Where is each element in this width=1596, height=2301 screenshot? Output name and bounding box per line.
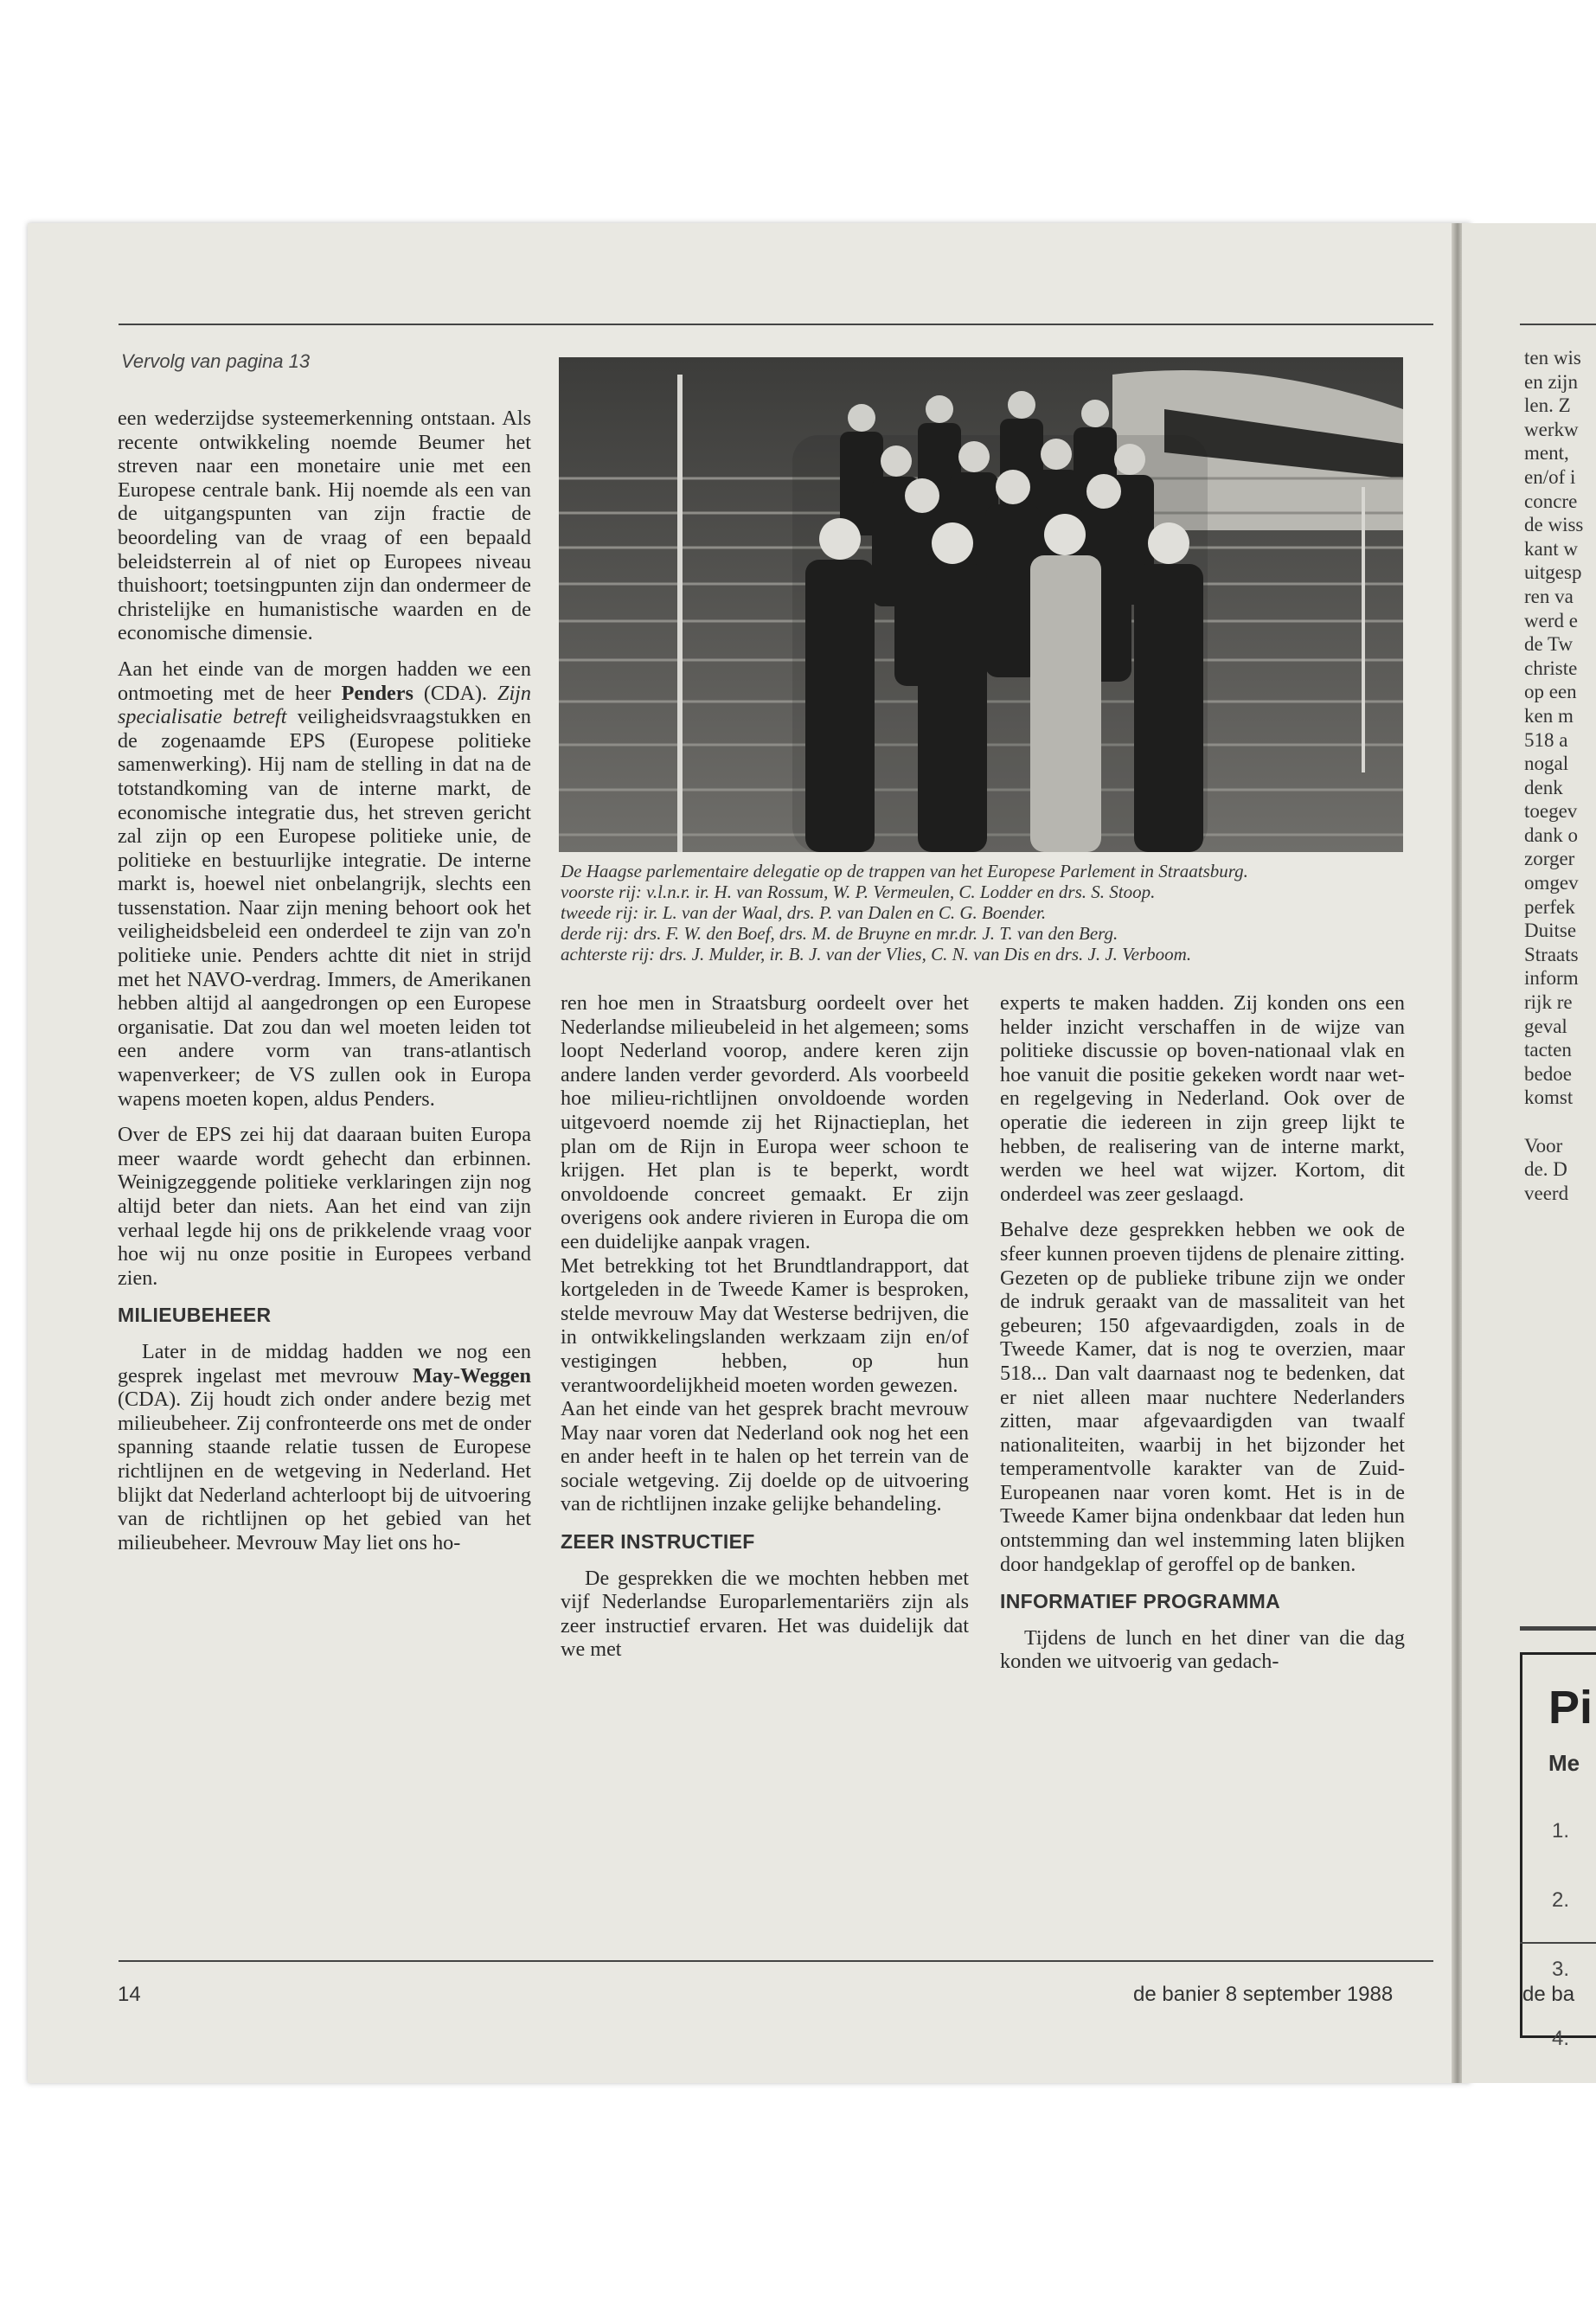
box-subtitle: Me [1548, 1750, 1580, 1776]
next-page-line: omgev [1524, 872, 1579, 894]
next-page-line: inform [1524, 967, 1579, 990]
next-page-footer: de ba [1522, 1983, 1575, 2006]
caption-row: achterste rij: drs. J. Mulder, ir. B. J. van der Vlies, C. N. van Dis en drs. J. J. Verboom. [561, 944, 1192, 965]
continuation-kicker: Vervolg van pagina 13 [121, 350, 311, 372]
next-page-line: veerd [1524, 1182, 1569, 1204]
list-number: 2. [1552, 1888, 1570, 1912]
next-page-line: ren va [1524, 585, 1574, 607]
paragraph: De gesprekken die we mochten hebben met vijf Nederlandse Europarlementariërs zijn als zeer instructief ervaren. Het was duidelijk dat we met [561, 1566, 969, 1662]
person-name: Penders [341, 681, 413, 705]
caption-title: De Haagse parlementaire delegatie op de trappen van het Europese Parlement in Straatsburg. [561, 861, 1248, 881]
next-page-line: kant w [1524, 537, 1578, 560]
next-page-line: toegev [1524, 800, 1578, 823]
paragraph: Tijdens de lunch en het diner van die dag konden we uitvoerig van gedach- [1000, 1625, 1405, 1674]
next-page-line: bedoe [1524, 1062, 1572, 1085]
next-page-line: de. D [1524, 1158, 1567, 1181]
next-page-line: ken m [1524, 704, 1574, 727]
delegation-photo [559, 357, 1403, 852]
next-page-line: nogal [1524, 753, 1569, 775]
paragraph: Aan het einde van het gesprek bracht mevrouw May naar voren dat Nederland ook nog het een en ander heeft in te halen op het terrein van de sociale wetgeving. Zij doelde op de uitvoering van de richtlijnen inzake gelijke behandeling. [561, 1397, 969, 1516]
next-page-line: tacten [1524, 1039, 1572, 1061]
section-heading: MILIEUBEHEER [118, 1304, 272, 1327]
next-page-line: Voor [1524, 1134, 1563, 1157]
next-page-line: en/of i [1524, 465, 1576, 488]
next-page-line: 518 a [1524, 728, 1568, 751]
list-number: 1. [1552, 1819, 1570, 1843]
list-number: 3. [1552, 1958, 1570, 1981]
paragraph [118, 1340, 531, 1554]
photo-caption [561, 861, 1401, 965]
text: (CDA). [413, 681, 497, 705]
article-column-1 [118, 407, 531, 1567]
next-page-line: zorger [1524, 848, 1575, 870]
caption-row: derde rij: drs. F. W. den Boef, drs. M. de Bruyne en mr.dr. J. T. van den Berg. [561, 923, 1118, 944]
next-page-line: de wiss [1524, 514, 1584, 536]
top-rule [119, 324, 1433, 325]
article-column-2 [561, 991, 969, 1674]
text: Aan het einde van de morgen hadden we een ontmoeting met de heer [118, 657, 531, 705]
next-page-bottom-rule [1520, 1942, 1596, 1944]
paragraph: experts te maken hadden. Zij konden ons een helder inzicht verschaffen in de wijze van politieke discussie op boven-nationaal vlak en hoe vanuit die positie gekeken wordt naar wet- en regelgeving in Nederland. Ook over de operatie die iedereen in zijn greep lijkt te hebben, de realisering van de interne markt, werden we heel wat wijzer. Kortom, dit onderdeel was zeer geslaagd. [1000, 991, 1405, 1206]
paragraph: ren hoe men in Straatsburg oordeelt over het Nederlandse milieubeleid in het algemeen; soms loopt Nederland voorop, andere keren zijn andere landen verder gevorderd. Als voorbeeld hoe milieu-richtlijnen onvoldoende worden uitgevoerd noemde zij het Rijnactieplan, het plan om de Rijn in Europa weer schoon te krijgen. Het plan is te beperkt, wordt onvoldoende concreet gemaakt. Er zijn overigens ook andere rivieren in Europa die om een duidelijke aanpak vragen. [561, 991, 969, 1253]
next-page-line: en zijn [1524, 370, 1578, 393]
next-page-line: len. Z [1524, 394, 1571, 417]
list-number: 4. [1552, 2027, 1570, 2050]
publication-footer: de banier 8 september 1988 [1133, 1983, 1394, 2006]
next-page-line: werkw [1524, 418, 1579, 440]
next-page-line: uitgesp [1524, 561, 1582, 584]
box-title: Pi [1548, 1682, 1593, 1734]
next-page-line: ten wis [1524, 347, 1581, 369]
article-column-3 [1000, 991, 1405, 1686]
next-page-line: komst [1524, 1086, 1574, 1109]
caption-row: tweede rij: ir. L. van der Waal, drs. P. van Dalen en C. G. Boender. [561, 902, 1047, 923]
text: (CDA). Zij houdt zich onder andere bezig met milieubeheer. Zij confronteerde ons met de onder spanning staande relatie tussen de Europese richtlijnen en de wetgeving in Nederland. Het blijkt dat Nederland achterloopt bij de uitvoering van de richtlijnen op het gebied van het milieubeheer. Mevrouw May liet ons ho- [118, 1388, 531, 1554]
next-page-line: christe [1524, 657, 1578, 679]
section-heading: ZEER INSTRUCTIEF [561, 1530, 755, 1554]
next-page-rule [1520, 1626, 1596, 1631]
paragraph: Met betrekking tot het Brundtlandrapport, dat kortgeleden in de Tweede Kamer is besproken, stelde mevrouw May dat Westerse bedrijven, die in ontwikkelingslanden werkzaam zijn en/of vestigingen hebben, op hun verantwoordelijkheid moeten worden gewezen. [561, 1253, 969, 1397]
text: Zijn specialisatie betreft [118, 681, 531, 729]
next-page-line: de Tw [1524, 633, 1574, 656]
next-page-line: Straats [1524, 943, 1579, 965]
caption-row: voorste rij: v.l.n.r. ir. H. van Rossum, W. P. Vermeulen, C. Lodder en drs. S. Stoop. [561, 881, 1156, 902]
next-page-line: denk [1524, 776, 1563, 798]
text: Later in de middag hadden we nog een gesprek ingelast met mevrouw [118, 1339, 531, 1388]
paragraph: een wederzijdse systeemerkenning ontstaan. Als recente ontwikkeling noemde Beumer het streven naar een monetaire unie met een Europese centrale bank. Hij noemde als een van de uitgangspunten van zijn fractie de beoordeling van de vraag of een bepaald beleidsterrein al of niet op Europees niveau thuishoort; toetsingpunten zijn dan ondermeer de christelijke en humanistische waarden en de economische dimensie. [118, 407, 531, 645]
photo-illustration [559, 357, 1403, 852]
next-page-line: geval [1524, 1015, 1567, 1037]
next-page-line: rijk re [1524, 991, 1573, 1014]
next-page-top-rule [1520, 324, 1596, 325]
next-page-line: perfek [1524, 895, 1575, 918]
next-page-line: ment, [1524, 442, 1569, 465]
text: veiligheidsvraagstukken en de zogenaamde EPS (Europese politieke samenwerking). Hij nam de stelling in dat na de totstandkoming van de interne markt, de economische integratie dus, het streven gericht zal zijn op een Europese politieke unie, de politieke en bestuurlijke integratie. De interne markt is, hoewel niet onbelangrijk, slechts een tussenstation. Naar zijn mening behoort ook het veiligheidsbeleid een onderdeel te zijn van zo'n politieke unie. Penders achtte dit niet in strijd met het NAVO-verdrag. Immers, de Amerikanen hebben altijd al aangedrongen op een Europese organisatie. Dat zou dan wel moeten leiden tot een andere vorm van trans-atlantisch wapenverkeer; de VS zullen ook in Europa wapens moeten kopen, aldus Penders. [118, 705, 531, 1111]
person-name: May-Weggen [412, 1363, 531, 1388]
next-page-line: werd e [1524, 609, 1578, 631]
next-page-line: dank o [1524, 824, 1578, 846]
paragraph: Over de EPS zei hij dat daaraan buiten Europa meer waarde wordt gehecht dan erbinnen. Weinigzeggende politieke verklaringen zijn nog altijd beter dan niets. Aan het eind van zijn verhaal legde hij ons de prikkelende vraag voor hoe wij nu onze positie in Europees verband zien. [118, 1123, 531, 1290]
page-number: 14 [118, 1983, 141, 2006]
next-page-line: concre [1524, 490, 1578, 512]
bottom-rule [119, 1960, 1433, 1962]
next-page-line [1524, 1110, 1593, 1134]
next-page-program-box [1520, 1652, 1596, 2050]
next-page-text-column [1524, 346, 1593, 1205]
next-page-line: op een [1524, 681, 1577, 703]
paragraph [118, 657, 531, 1111]
paragraph: Behalve deze gesprekken hebben we ook de sfeer kunnen proeven tijdens de plenaire zitting. Gezeten op de publieke tribune zijn we onder de indruk geraakt van de massaliteit van het gebeuren; 150 afgevaardigden, zoals in de Tweede Kamer, dat is nog te overzien, maar 518... Dan valt daarnaast nog te bedenken, dat er niet alleen maar nuchtere Nederlanders zitten, maar afgevaardigden van twaalf nationaliteiten, waarbij in het bijzonder het temperamentvolle karakter van de Zuid-Europeanen naar voren komt. Het is in de Tweede Kamer bijna ondenkbaar dat leden hun ontstemming dan wel instemming laten blijken door handgeklap of geroffel op de banken. [1000, 1218, 1405, 1576]
section-heading: INFORMATIEF PROGRAMMA [1000, 1590, 1281, 1613]
next-page-line: Duitse [1524, 920, 1577, 942]
